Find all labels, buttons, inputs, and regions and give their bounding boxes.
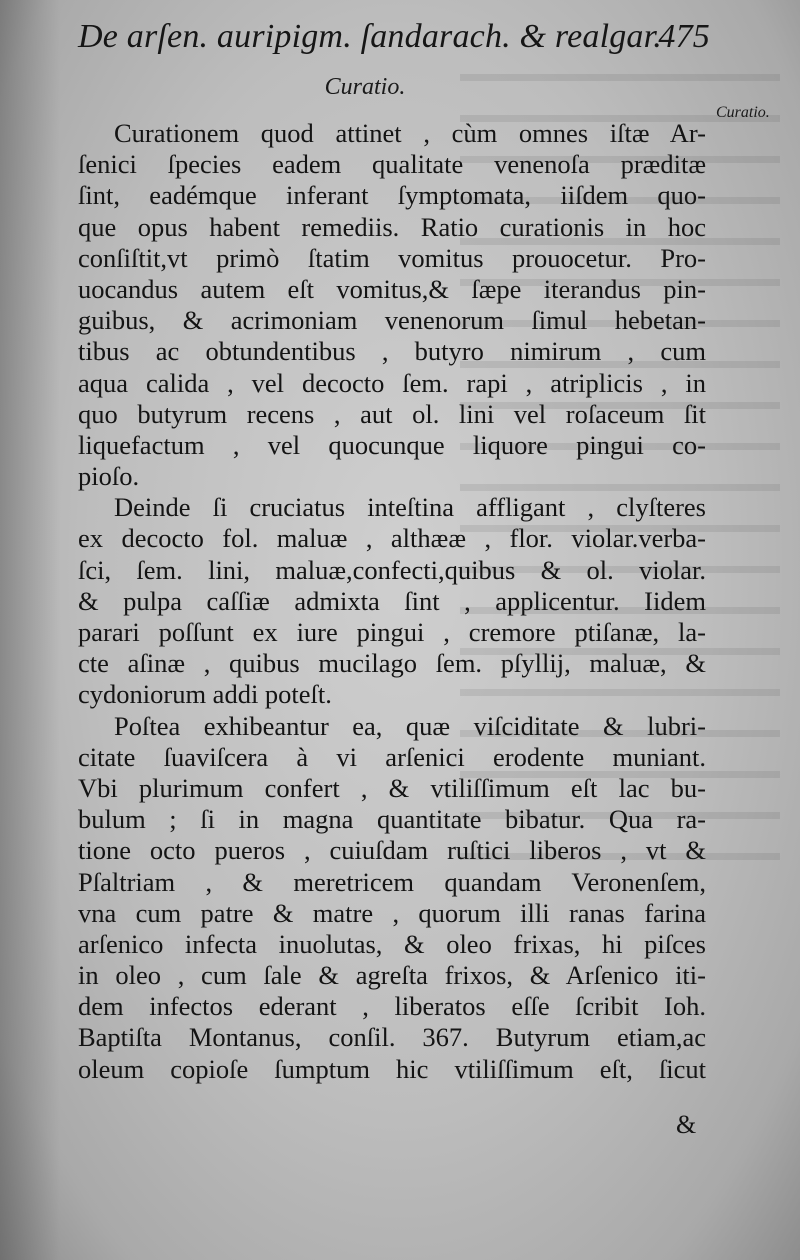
running-head-title: De arſen. auripigm. ſandarach. & realgar. [78, 18, 662, 55]
text-line: ſint, eadémque inferant ſymptomata, iiſdem quo- [78, 180, 706, 211]
text-line: tibus ac obtundentibus , butyro nimirum , cum [78, 336, 706, 367]
text-line: Vbi plurimum confert , & vtiliſſimum eſt lac bu- [78, 772, 706, 803]
text-line: arſenico infecta inuolutas, & oleo frixas, hi piſces [78, 928, 706, 959]
text-line: cydoniorum addi poteſt. [78, 679, 332, 710]
running-head [78, 18, 718, 66]
text-line: ex decocto fol. maluæ , althææ , flor. violar.verba- [78, 523, 706, 554]
text-line: Curationem quod attinet , cùm omnes iſtæ Ar- [114, 118, 706, 148]
paragraph [78, 118, 706, 492]
text-line: citate ſuaviſcera à vi arſenici erodente muniant. [78, 741, 706, 772]
text-line: Poſtea exhibeantur ea, quæ viſciditate & lubri- [114, 710, 706, 741]
text-line: conſiſtit,vt primò ſtatim vomitus prouocetur. Pro- [78, 242, 706, 273]
text-line: oleum copioſe ſumptum hic vtiliſſimum eſt, ſicut [78, 1053, 706, 1084]
margin-note: Curatio. [716, 104, 770, 121]
text-line: bulum ; ſi in magna quantitate bibatur. Qua ra- [78, 804, 706, 835]
text-line: tione octo pueros , cuiuſdam ruſtici liberos , vt & [78, 835, 706, 866]
text-line: dem infectos ederant , liberatos eſſe ſcribit Ioh. [78, 991, 706, 1022]
text-line: Pſaltriam , & meretricem quandam Veronenſem, [78, 866, 706, 897]
text-line: ſenici ſpecies eadem qualitate venenoſa præditæ [78, 149, 706, 180]
page-edge-shadow [0, 0, 60, 1260]
text-line: vna cum patre & matre , quorum illi ranas farina [78, 897, 706, 928]
text-line: parari poſſunt ex iure pingui , cremore ptiſanæ, la- [78, 617, 706, 647]
body-text [78, 118, 706, 1085]
text-line: aqua calida , vel decocto ſem. rapi , atriplicis , in [78, 367, 706, 398]
text-line: & pulpa caſſiæ admixta ſint , applicentur. Iidem [78, 585, 706, 616]
paragraph [78, 492, 706, 710]
text-line: Baptiſta Montanus, conſil. 367. Butyrum etiam,ac [78, 1022, 706, 1053]
text-line: ſci, ſem. lini, maluæ,confecti,quibus & ol. violar. [78, 554, 706, 585]
text-line: cte aſinæ , quibus mucilago ſem. pſyllij, maluæ, & [78, 648, 706, 679]
text-line: pioſo. [78, 461, 140, 492]
paragraph [78, 711, 706, 1085]
text-line: in oleo , cum ſale & agreſta frixos, & Arſenico iti- [78, 960, 706, 991]
section-title: Curatio. [324, 74, 406, 100]
text-line: uocandus autem eſt vomitus,& ſæpe iterandus pin- [78, 273, 706, 304]
text-line: quo butyrum recens , aut ol. lini vel roſaceum ſit [78, 398, 706, 429]
text-line: guibus, & acrimoniam venenorum ſimul hebetan- [78, 305, 706, 336]
text-line: Deinde ſi cruciatus inteſtina affligant , clyſteres [114, 492, 706, 523]
text-line: liquefactum , vel quocunque liquore pingui co- [78, 429, 706, 460]
page-number: 475 [658, 18, 710, 55]
catchword: & [676, 1110, 697, 1139]
text-line: que opus habent remediis. Ratio curationis in hoc [78, 211, 706, 242]
